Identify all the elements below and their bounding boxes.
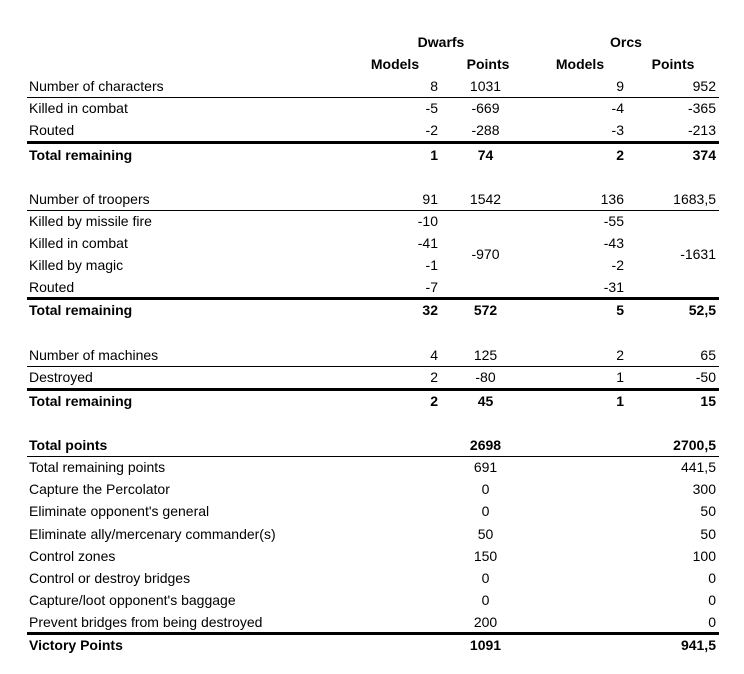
row-label: Eliminate ally/mercenary commander(s) — [29, 526, 276, 542]
dwarfs-points: 572 — [473, 302, 498, 318]
orcs-points: 374 — [692, 147, 716, 163]
orcs-points: 0 — [708, 614, 716, 630]
orcs-points: 300 — [692, 481, 716, 497]
row-label: Killed by magic — [29, 257, 124, 273]
row-label: Capture the Percolator — [29, 481, 170, 497]
orcs-points: 15 — [700, 393, 716, 409]
row-label: Capture/loot opponent's baggage — [29, 592, 236, 608]
orcs-killed-points: -1631 — [680, 246, 716, 262]
dwarfs-models: 4 — [430, 347, 438, 363]
row-label: Total remaining — [29, 147, 133, 163]
orcs-points: 0 — [708, 592, 716, 608]
orcs-models: -31 — [603, 279, 624, 295]
row-label: Total remaining — [29, 393, 133, 409]
header-dwarfs: Dwarfs — [417, 34, 465, 50]
row-label: Total remaining — [29, 302, 133, 318]
dwarfs-models: 32 — [422, 302, 438, 318]
orcs-models: -43 — [603, 235, 624, 251]
dwarfs-points: 0 — [481, 503, 490, 519]
header-dwarfs-points: Points — [466, 56, 510, 72]
dwarfs-killed-points: -970 — [471, 246, 500, 262]
dwarfs-models: 8 — [430, 78, 438, 94]
dwarfs-points: 691 — [473, 459, 498, 475]
orcs-points: 50 — [700, 526, 716, 542]
orcs-points: -213 — [687, 122, 716, 138]
orcs-points: 441,5 — [680, 459, 716, 475]
row-label: Total remaining points — [29, 459, 166, 475]
orcs-points: -365 — [687, 100, 716, 116]
orcs-models: 1 — [616, 369, 624, 385]
orcs-models: -3 — [611, 122, 624, 138]
header-dwarfs-models: Models — [370, 56, 420, 72]
dwarfs-points: 0 — [481, 570, 490, 586]
orcs-points: 52,5 — [688, 302, 716, 318]
header-orcs-models: Models — [555, 56, 605, 72]
orcs-models: -55 — [603, 213, 624, 229]
orcs-models: 5 — [616, 302, 624, 318]
dwarfs-models: 2 — [430, 393, 438, 409]
dwarfs-points: 0 — [481, 592, 490, 608]
row-label: Total points — [29, 437, 108, 453]
dwarfs-points: 2698 — [469, 437, 502, 453]
dwarfs-points: 200 — [473, 614, 498, 630]
row-label: Destroyed — [29, 369, 93, 385]
orcs-points: 1683,5 — [673, 191, 716, 207]
row-label: Eliminate opponent's general — [29, 503, 210, 519]
orcs-models: 136 — [600, 191, 624, 207]
dwarfs-models: 2 — [430, 369, 438, 385]
dwarfs-points: 45 — [477, 393, 494, 409]
dwarfs-points: 1031 — [469, 78, 502, 94]
orcs-points: -50 — [695, 369, 716, 385]
row-label: Victory Points — [29, 637, 123, 653]
dwarfs-points: 150 — [473, 548, 498, 564]
orcs-models: 9 — [616, 78, 624, 94]
header-orcs: Orcs — [610, 34, 642, 50]
divider-thick — [27, 632, 719, 635]
dwarfs-models: -2 — [425, 122, 438, 138]
row-label: Control or destroy bridges — [29, 570, 191, 586]
divider-thick — [27, 141, 719, 144]
dwarfs-points: -288 — [471, 122, 500, 138]
row-label: Killed in combat — [29, 100, 128, 116]
dwarfs-points: 1091 — [469, 637, 502, 653]
orcs-points: 50 — [700, 503, 716, 519]
orcs-points: 941,5 — [680, 637, 716, 653]
orcs-points: 0 — [708, 570, 716, 586]
dwarfs-points: -669 — [471, 100, 500, 116]
orcs-models: 1 — [616, 393, 624, 409]
dwarfs-models: -41 — [417, 235, 438, 251]
orcs-points: 65 — [700, 347, 716, 363]
orcs-models: -4 — [611, 100, 624, 116]
orcs-points: 2700,5 — [673, 437, 716, 453]
dwarfs-models: 1 — [430, 147, 438, 163]
dwarfs-points: 50 — [477, 526, 494, 542]
row-label: Killed by missile fire — [29, 213, 152, 229]
row-label: Number of characters — [29, 78, 164, 94]
header-orcs-points: Points — [651, 56, 695, 72]
orcs-models: 2 — [616, 347, 624, 363]
row-label: Prevent bridges from being destroyed — [29, 614, 263, 630]
orcs-points: 100 — [692, 548, 716, 564]
row-label: Control zones — [29, 548, 116, 564]
row-label: Killed in combat — [29, 235, 128, 251]
dwarfs-points: 1542 — [469, 191, 502, 207]
row-label: Routed — [29, 279, 75, 295]
dwarfs-models: -5 — [425, 100, 438, 116]
dwarfs-points: 0 — [481, 481, 490, 497]
dwarfs-points: -80 — [475, 369, 496, 385]
row-label: Number of troopers — [29, 191, 150, 207]
orcs-models: -2 — [611, 257, 624, 273]
orcs-models: 2 — [616, 147, 624, 163]
row-label: Routed — [29, 122, 75, 138]
dwarfs-models: -10 — [417, 213, 438, 229]
dwarfs-models: -7 — [425, 279, 438, 295]
orcs-points: 952 — [692, 78, 716, 94]
dwarfs-points: 125 — [473, 347, 498, 363]
dwarfs-models: 91 — [422, 191, 438, 207]
dwarfs-models: -1 — [425, 257, 438, 273]
dwarfs-points: 74 — [477, 147, 494, 163]
row-label: Number of machines — [29, 347, 159, 363]
